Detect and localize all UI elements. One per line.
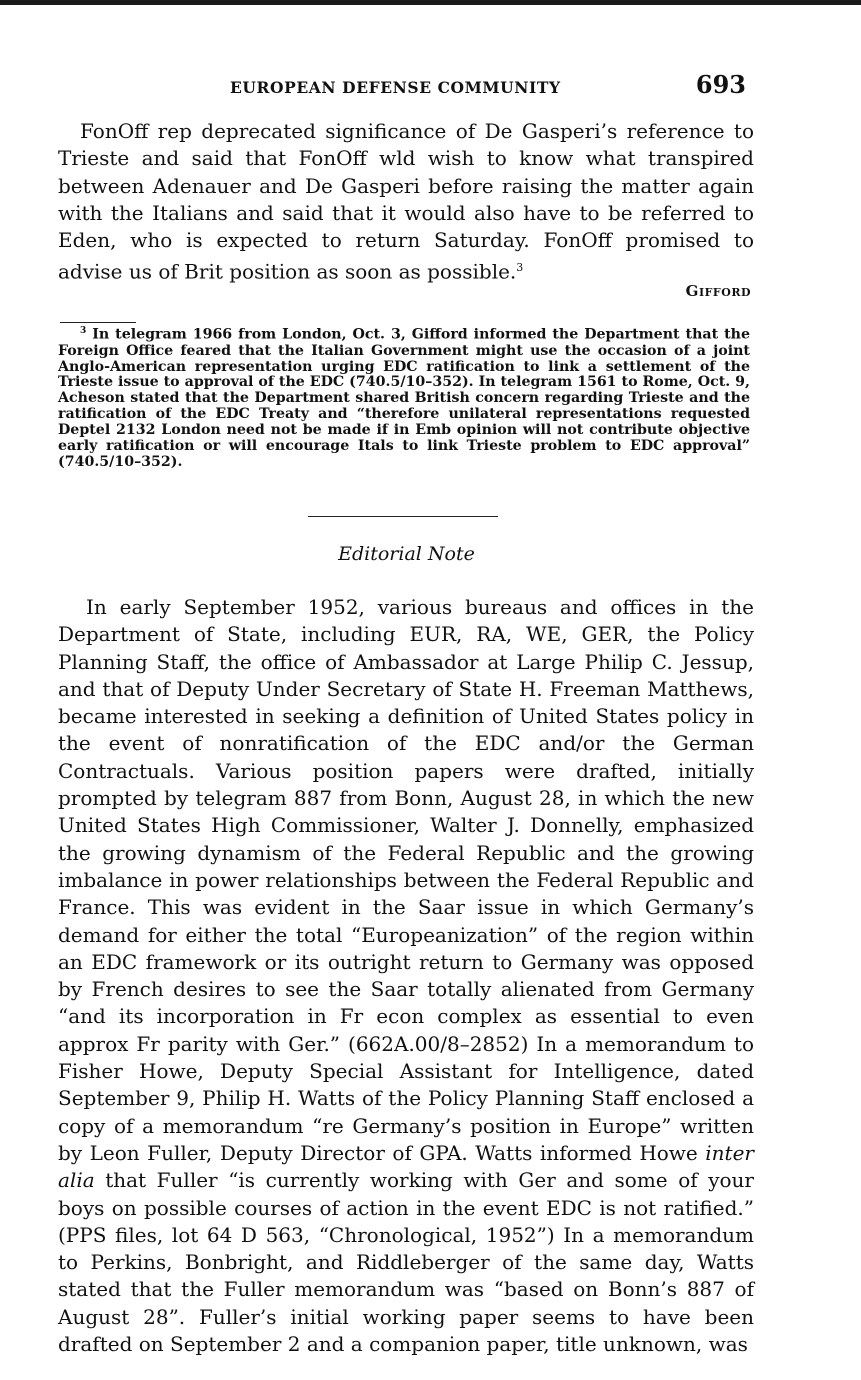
editorial-text-part2: that Fuller “is currently working with Ger and some of your boys on possible courses of action in the event EDC is not ratified.” (PPS files, lot 64 D 563, “Chronological, 1952”) In a memorandum to Perkins, Bonbright, and Riddleberger of the same day, Watts stated that the Fuller memorandum was “based on Bonn’s 887 of August 28”. Fuller’s initial working paper seems to have been drafted on September 2 and a companion paper, title unknown, was <box>58 1168 754 1357</box>
signature: Gifford <box>685 282 751 300</box>
footnote-text: In telegram 1966 from London, Oct. 3, Gifford informed the Department that the Foreign Office feared that the Italian Government might use the occasion of a joint Anglo-American representation urging EDC ratification to link a settlement of the Trieste issue to approval of the EDC (740.5/10–352). In telegram 1561 to Rome, Oct. 9, Acheson stated that the Department shared British concern regarding Trieste and the ratification of the EDC Treaty and “therefore unilateral representations requested Deptel 2132 London need not be made if in Emb opinion will not contribute objective early ratification or will encourage Itals to link Trieste problem to EDC approval” (740.5/10–352). <box>58 326 750 470</box>
running-title: EUROPEAN DEFENSE COMMUNITY <box>230 78 561 97</box>
top-border <box>0 0 861 5</box>
section-divider <box>308 516 498 517</box>
editorial-note-heading: Editorial Note <box>338 543 475 565</box>
footnote-divider <box>60 322 136 323</box>
footnote-reference: 3 <box>516 261 524 275</box>
editorial-note-body <box>58 594 754 1358</box>
footnote <box>58 324 750 471</box>
telegram-text: FonOff rep deprecated significance of De Gasperi’s reference to Trieste and said that FonOff wld wish to know what transpired between Adenauer and De Gasperi before raising the matter again with the Italians and said that it would also have to be referred to Eden, who is expected to return Saturday. FonOff promised to advise us of Brit position as soon as possible. <box>58 119 754 285</box>
editorial-text-part1: In early September 1952, various bureaus and offices in the Department of State, including EUR, RA, WE, GER, the Policy Planning Staff, the office of Ambassador at Large Philip C. Jessup, and that of Deputy Under Secretary of State H. Freeman Matthews, became interested in seeking a definition of United States policy in the event of nonratification of the EDC and/or the German Contractuals. Various position papers were drafted, initially prompted by telegram 887 from Bonn, August 28, in which the new United States High Commissioner, Walter J. Donnelly, emphasized the growing dynamism of the Federal Republic and the growing imbalance in power relationships between the Federal Republic and France. This was evident in the Saar issue in which Germany’s demand for either the total “Europeanization” of the region within an EDC framework or its outright return to Germany was opposed by French desires to see the Saar totally alienated from Germany “and its incorporation in Fr econ complex as essential to even approx Fr parity with Ger.” (662A.00/8–2852) In a memorandum to Fisher Howe, Deputy Special Assistant for Intelligence, dated September 9, Philip H. Watts of the Policy Planning Staff enclosed a copy of a memorandum “re Germany’s position in Europe” written by Leon Fuller, Deputy Director of GPA. Watts informed Howe <box>58 595 754 1165</box>
telegram-paragraph <box>58 118 754 286</box>
editorial-italic-phrase: inter alia <box>58 1140 754 1193</box>
footnote-marker: 3 <box>80 326 87 336</box>
page-number: 693 <box>695 70 746 99</box>
